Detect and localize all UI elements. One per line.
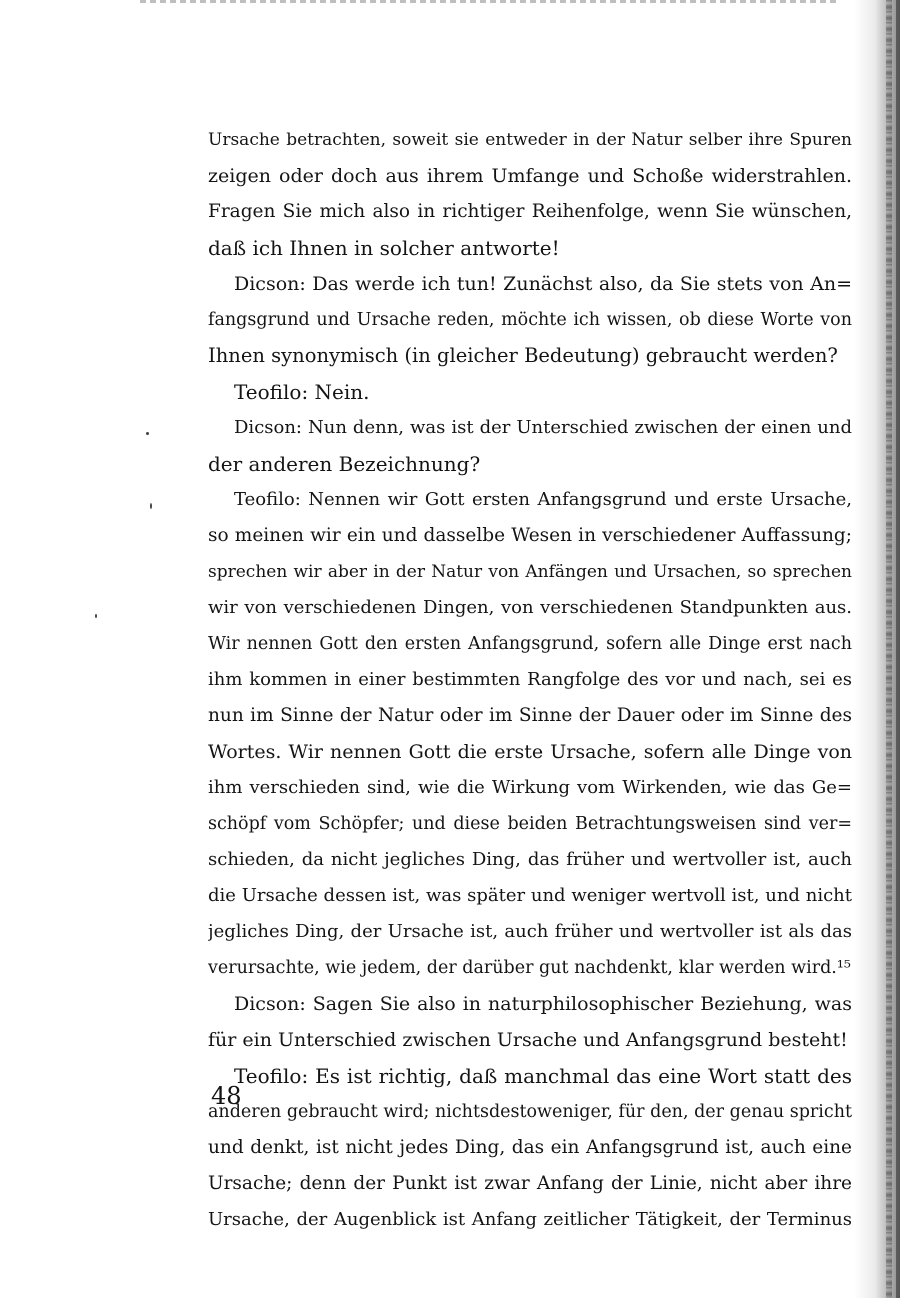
text-line: Teofilo: Es ist richtig, daß manchmal das eine Wort statt des (234, 1064, 852, 1088)
text-line: jegliches Ding, der Ursache ist, auch früher und wertvoller ist als das (208, 921, 852, 942)
text-line: Ursache; denn der Punkt ist zwar Anfang der Linie, nicht aber ihre (208, 1173, 852, 1194)
page-top-edge (140, 0, 840, 3)
text-line: die Ursache dessen ist, was später und weniger wertvoll ist, und nicht (208, 885, 852, 906)
text-line: ihm kommen in einer bestimmten Rangfolge des vor und nach, sei es (208, 669, 852, 690)
text-line: Dicson: Nun denn, was ist der Unterschied zwischen der einen und (234, 417, 852, 438)
text-line: schieden, da nicht jegliches Ding, das früher und wertvoller ist, auch (208, 849, 852, 870)
text-line: der anderen Bezeichnung? (208, 452, 481, 476)
scan-speck (150, 503, 152, 509)
text-line: daß ich Ihnen in solcher antworte! (208, 236, 560, 260)
text-line: nun im Sinne der Natur oder im Sinne der Dauer oder im Sinne des (208, 705, 852, 726)
text-line: Ursache, der Augenblick ist Anfang zeitlicher Tätigkeit, der Terminus (208, 1209, 852, 1230)
text-line: Teofilo: Nennen wir Gott ersten Anfangsgrund und erste Ursache, (234, 489, 852, 510)
text-line: Ihnen synonymisch (in gleicher Bedeutung) gebraucht werden? (208, 344, 838, 367)
scan-speck (95, 614, 97, 618)
text-line: zeigen oder doch aus ihrem Umfange und Schoße widerstrahlen. (208, 165, 852, 187)
text-line: verursachte, wie jedem, der darüber gut nachdenkt, klar werden wird.¹⁵ (208, 958, 851, 978)
text-line: Wortes. Wir nennen Gott die erste Ursache, sofern alle Dinge von (208, 741, 852, 763)
text-line: schöpf vom Schöpfer; und diese beiden Betrachtungsweisen sind ver= (208, 814, 852, 834)
text-line: fangsgrund und Ursache reden, möchte ich wissen, ob diese Worte von (208, 310, 852, 330)
text-line: Fragen Sie mich also in richtiger Reihenfolge, wenn Sie wünschen, (208, 201, 852, 222)
text-line: sprechen wir aber in der Natur von Anfängen und Ursachen, so sprechen (208, 562, 852, 582)
scan-speck (146, 432, 149, 435)
text-line: ihm verschieden sind, wie die Wirkung vom Wirkenden, wie das Ge= (208, 777, 852, 798)
text-line: Wir nennen Gott den ersten Anfangsgrund, sofern alle Dinge erst nach (208, 634, 852, 654)
book-spine-edge (854, 0, 900, 1298)
text-line: anderen gebraucht wird; nichtsdestoweniger, für den, der genau spricht (208, 1102, 852, 1122)
text-line: wir von verschiedenen Dingen, von verschiedenen Standpunkten aus. (208, 597, 852, 618)
text-line: und denkt, ist nicht jedes Ding, das ein Anfangsgrund ist, auch eine (208, 1137, 852, 1158)
text-line: so meinen wir ein und dasselbe Wesen in verschiedener Auffassung; (208, 525, 852, 546)
body-text (208, 122, 852, 1238)
text-line: für ein Unterschied zwischen Ursache und Anfangsgrund besteht! (208, 1029, 848, 1051)
text-line: Dicson: Sagen Sie also in naturphilosophischer Beziehung, was (234, 993, 852, 1015)
text-line: Dicson: Das werde ich tun! Zunächst also, da Sie stets von An= (234, 273, 852, 295)
page-number: 48 (211, 1082, 242, 1110)
text-line: Teofilo: Nein. (234, 380, 370, 404)
text-line: Ursache betrachten, soweit sie entweder in der Natur selber ihre Spuren (208, 130, 852, 150)
